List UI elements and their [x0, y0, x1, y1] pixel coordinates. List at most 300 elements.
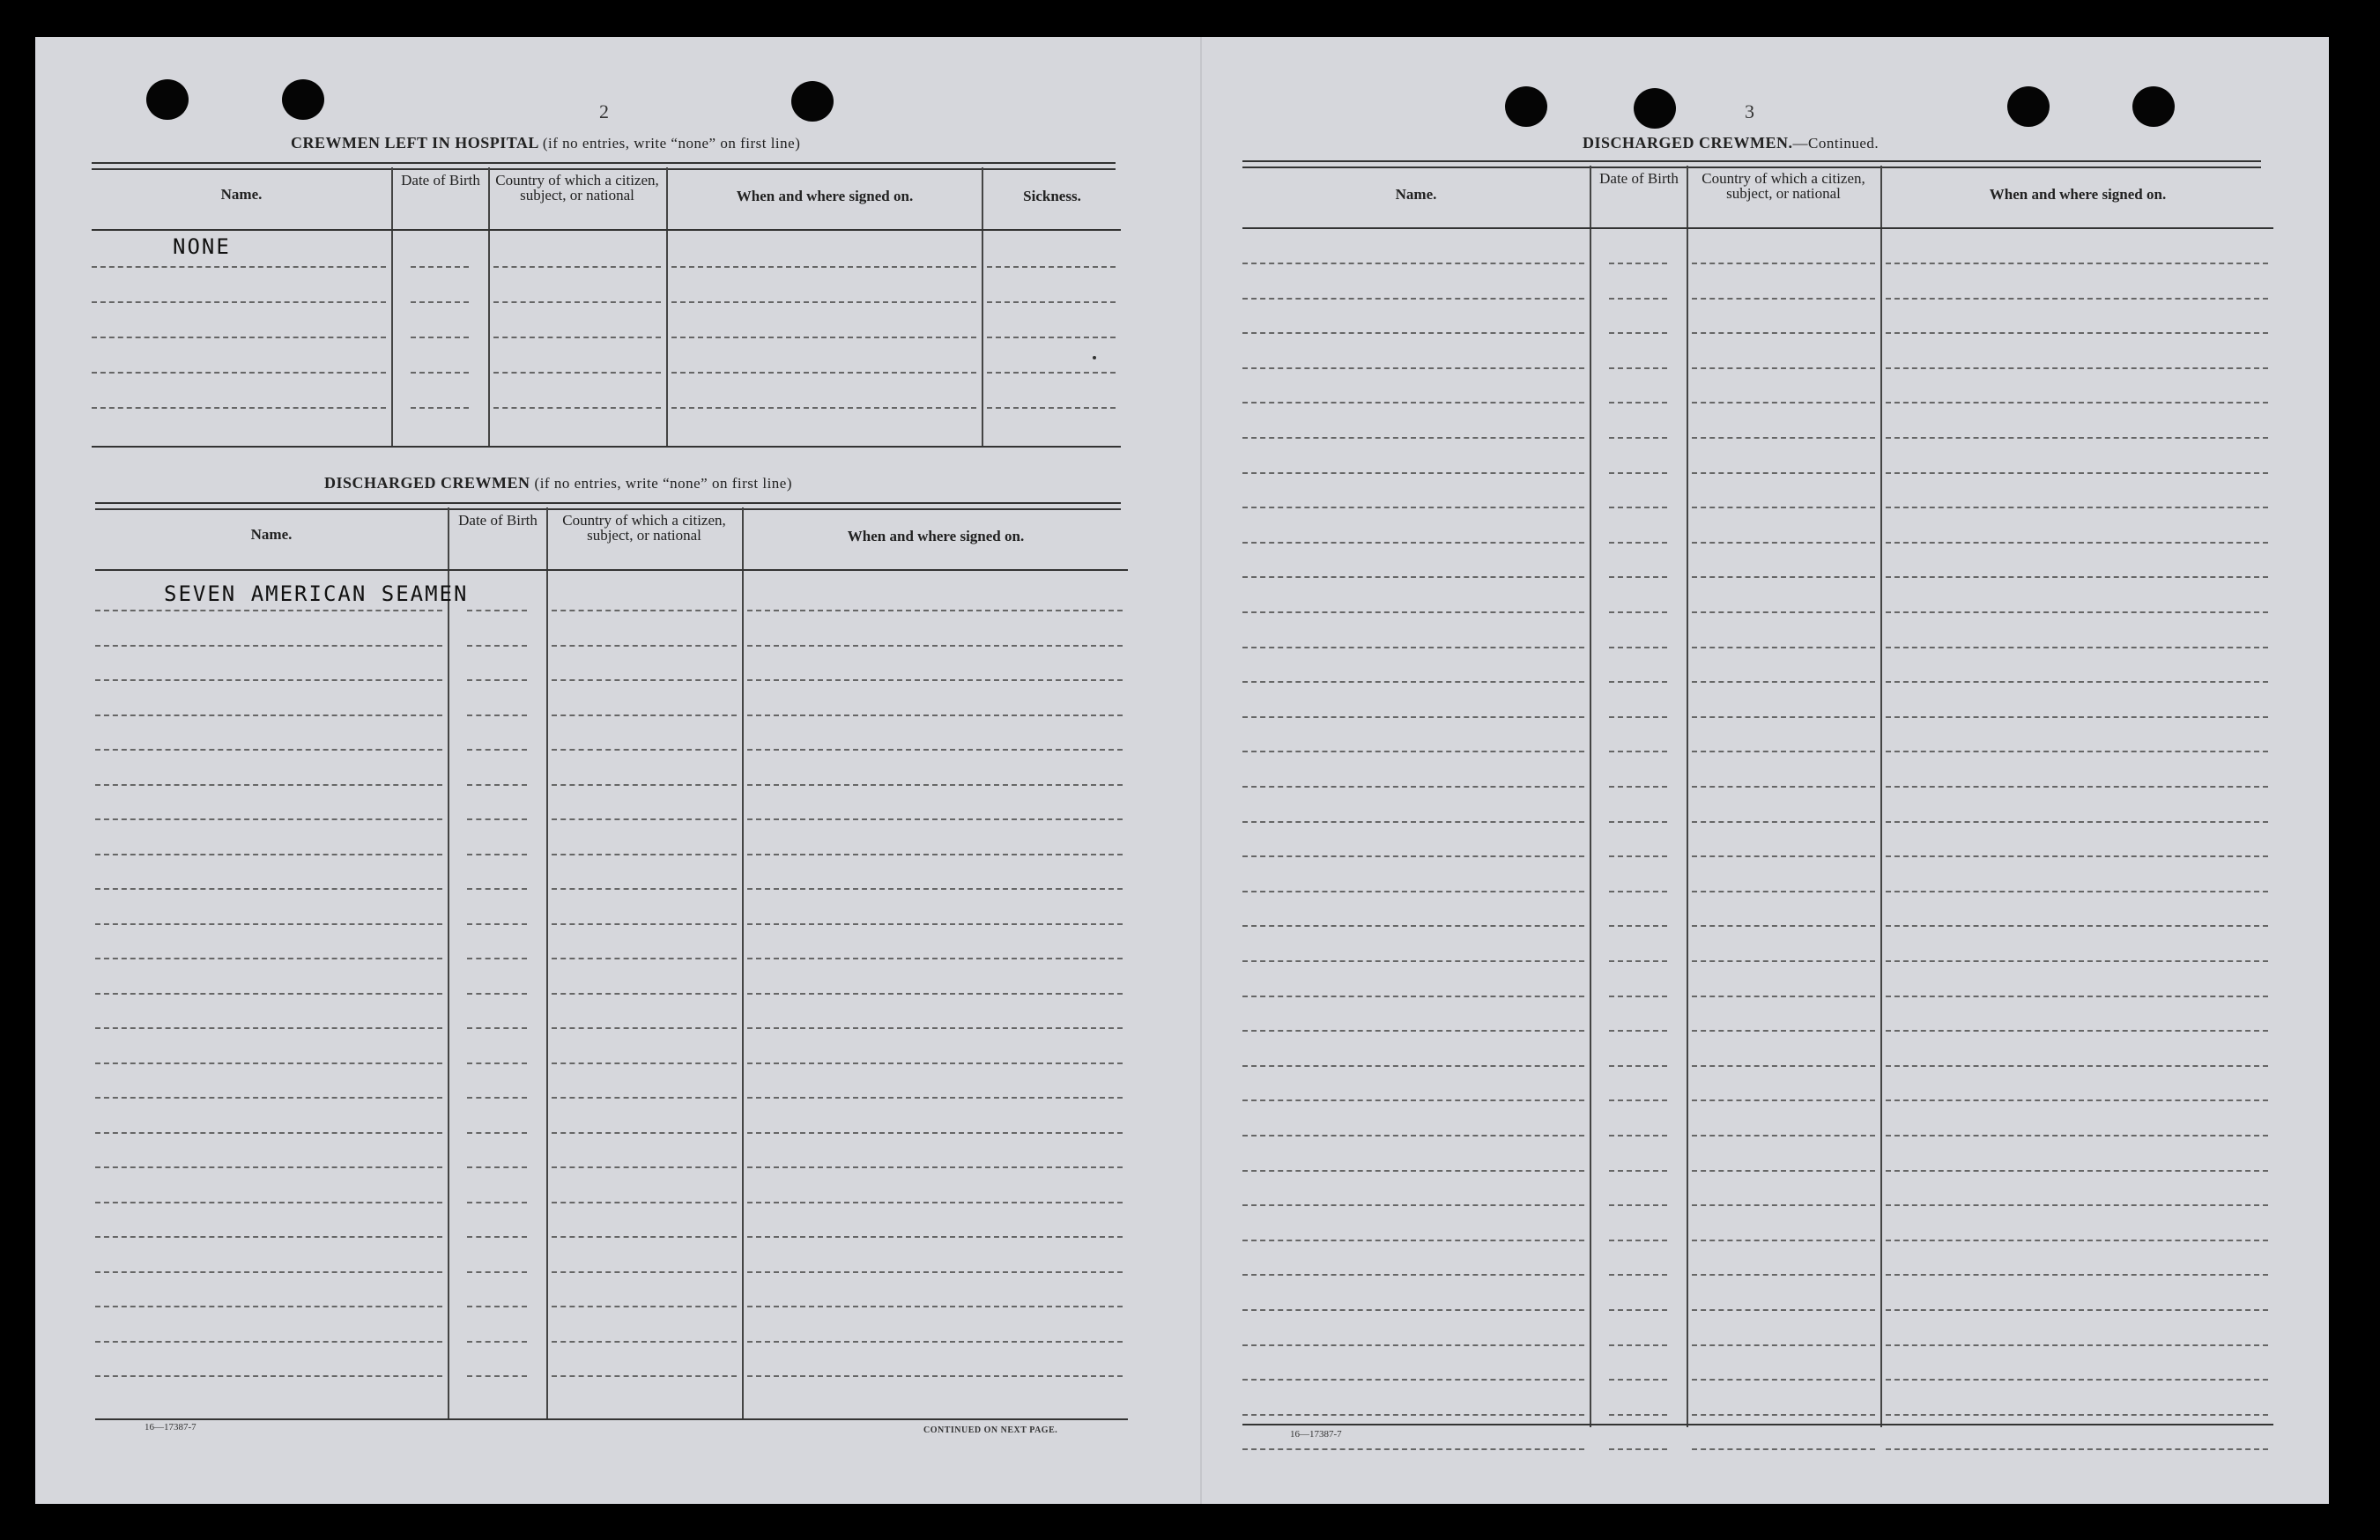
ruled-line — [1886, 716, 2268, 718]
discharged-header-rule — [95, 569, 1128, 571]
ruled-line — [1886, 960, 2268, 962]
punch-hole-icon — [2007, 86, 2050, 127]
ruled-line — [1886, 1135, 2268, 1136]
ruled-line — [1692, 1309, 1875, 1311]
ruled-line — [747, 610, 1123, 611]
hospital-section-title — [291, 134, 800, 152]
ruled-line — [467, 993, 527, 995]
ruled-line — [1692, 1274, 1875, 1276]
ruled-line — [1609, 891, 1667, 892]
ruled-line — [467, 1236, 527, 1238]
ruled-line — [1886, 1170, 2268, 1172]
ruled-line — [1886, 542, 2268, 544]
hospital-col-divider — [488, 167, 490, 448]
ruled-line — [671, 266, 976, 268]
ruled-line — [1609, 332, 1667, 334]
ruled-line — [1609, 1204, 1667, 1206]
ruled-line — [92, 407, 386, 409]
ruled-line — [1886, 507, 2268, 508]
ruled-line — [747, 749, 1123, 751]
ruled-line — [552, 1097, 737, 1099]
discharged-col-divider — [742, 507, 744, 1420]
punch-hole-icon — [146, 79, 189, 120]
ruled-line — [1609, 960, 1667, 962]
ruled-line — [1609, 263, 1667, 264]
ruled-line — [1886, 821, 2268, 823]
ruled-line — [95, 888, 442, 890]
ruled-line — [467, 610, 527, 611]
ruled-line — [1886, 1274, 2268, 1276]
ruled-line — [95, 1097, 442, 1099]
ruled-line — [1242, 1030, 1584, 1032]
ruled-line — [1242, 681, 1584, 683]
ruled-line — [1692, 891, 1875, 892]
ruled-line — [1242, 1065, 1584, 1067]
ruled-line — [1692, 1170, 1875, 1172]
ruled-line — [1886, 1414, 2268, 1416]
ruled-line — [1692, 576, 1875, 578]
ruled-line — [1242, 611, 1584, 613]
discharged-entry: SEVEN AMERICAN SEAMEN — [164, 581, 469, 606]
ruled-line — [1692, 751, 1875, 752]
ruled-line — [493, 266, 661, 268]
ruled-line — [95, 645, 442, 647]
ruled-line — [1692, 647, 1875, 648]
ruled-line — [1886, 332, 2268, 334]
ruled-line — [1886, 576, 2268, 578]
ruled-line — [747, 1027, 1123, 1029]
ruled-line — [95, 610, 442, 611]
ruled-line — [747, 1132, 1123, 1134]
ruled-line — [671, 372, 976, 374]
ruled-line — [747, 679, 1123, 681]
ruled-line — [1242, 1170, 1584, 1172]
ruled-line — [467, 784, 527, 786]
ruled-line — [1692, 298, 1875, 300]
ruled-line — [1692, 437, 1875, 439]
ruled-line — [95, 714, 442, 716]
discharged-title-text: DISCHARGED CREWMEN — [324, 474, 530, 492]
ruled-line — [1242, 716, 1584, 718]
continued-title-suffix: —Continued. — [1792, 135, 1880, 152]
ruled-line — [1242, 647, 1584, 648]
continued-header-signed-on: When and where signed on. — [1989, 186, 2167, 203]
ruled-line — [1692, 1099, 1875, 1101]
ruled-line — [1692, 855, 1875, 857]
ruled-line — [1242, 751, 1584, 752]
ruled-line — [95, 1236, 442, 1238]
continued-header-country: Country of which a citizen, subject, or national — [1702, 170, 1865, 202]
ruled-line — [411, 372, 469, 374]
ruled-line — [552, 714, 737, 716]
ruled-line — [747, 818, 1123, 820]
ruled-line — [552, 888, 737, 890]
hospital-instruction: (if no entries, write “none” on first line) — [542, 135, 801, 152]
ruled-line — [1692, 960, 1875, 962]
ruled-line — [411, 301, 469, 303]
ruled-line — [493, 301, 661, 303]
ruled-line — [467, 958, 527, 959]
ruled-line — [1692, 925, 1875, 927]
ruled-line — [1692, 472, 1875, 474]
ruled-line — [1692, 1065, 1875, 1067]
ruled-line — [987, 372, 1116, 374]
ruled-line — [95, 923, 442, 925]
ruled-line — [747, 854, 1123, 855]
ruled-line — [493, 337, 661, 338]
ruled-line — [1242, 891, 1584, 892]
ruled-line — [1886, 472, 2268, 474]
ruled-line — [1886, 298, 2268, 300]
hospital-header-signed-on: When and where signed on. — [736, 188, 914, 204]
ruled-line — [1242, 925, 1584, 927]
ruled-line — [467, 1271, 527, 1273]
page-fold — [1200, 37, 1202, 1504]
page-number-left: 2 — [599, 100, 609, 122]
ruled-line — [1886, 681, 2268, 683]
ruled-line — [987, 407, 1116, 409]
ruled-line — [1692, 1240, 1875, 1241]
discharged-header-dob: Date of Birth — [458, 512, 538, 529]
ruled-line — [747, 714, 1123, 716]
ruled-line — [747, 993, 1123, 995]
ruled-line — [552, 1375, 737, 1377]
ruled-line — [95, 679, 442, 681]
ruled-line — [92, 372, 386, 374]
ruled-line — [1242, 1240, 1584, 1241]
ruled-line — [1886, 1065, 2268, 1067]
ruled-line — [95, 1375, 442, 1377]
ruled-line — [1886, 402, 2268, 404]
ruled-line — [1692, 1414, 1875, 1416]
ruled-line — [1609, 647, 1667, 648]
hospital-title-text: CREWMEN LEFT IN HOSPITAL — [291, 134, 538, 152]
discharged-table — [95, 507, 1128, 1420]
ruled-line — [1609, 1309, 1667, 1311]
continued-header-rule — [1242, 227, 2273, 229]
hospital-header-dob: Date of Birth — [401, 172, 480, 189]
ruled-line — [1242, 402, 1584, 404]
ruled-line — [1886, 1344, 2268, 1346]
ruled-line — [1609, 751, 1667, 752]
ruled-line — [1609, 472, 1667, 474]
ruled-line — [1242, 786, 1584, 788]
ruled-line — [1242, 332, 1584, 334]
ruled-line — [1609, 1099, 1667, 1101]
ruled-line — [1609, 298, 1667, 300]
ruled-line — [467, 1097, 527, 1099]
ruled-line — [467, 749, 527, 751]
ruled-line — [92, 337, 386, 338]
ruled-line — [1692, 821, 1875, 823]
form-number-right: 16—17387-7 — [1290, 1429, 1342, 1440]
ruled-line — [1242, 1099, 1584, 1101]
ruled-line — [1886, 1309, 2268, 1311]
ruled-line — [1609, 855, 1667, 857]
ruled-line — [1886, 1030, 2268, 1032]
ruled-line — [1609, 507, 1667, 508]
ruled-line — [1886, 891, 2268, 892]
ruled-line — [467, 1132, 527, 1134]
continued-section-title — [1583, 134, 1879, 152]
ruled-line — [552, 1271, 737, 1273]
ruled-line — [987, 266, 1116, 268]
ruled-line — [1609, 1240, 1667, 1241]
ruled-line — [1242, 472, 1584, 474]
ruled-line — [95, 1202, 442, 1203]
hospital-header-name: Name. — [220, 186, 263, 203]
hospital-header-sickness: Sickness. — [1023, 188, 1081, 204]
ruled-line — [1609, 1274, 1667, 1276]
ruled-line — [1242, 1204, 1584, 1206]
ruled-line — [1242, 1379, 1584, 1381]
ruled-line — [1242, 542, 1584, 544]
discharged-section-title — [324, 474, 792, 492]
punch-hole-icon — [791, 81, 834, 122]
ruled-line — [1692, 786, 1875, 788]
ruled-line — [1692, 996, 1875, 997]
ruled-line — [1242, 576, 1584, 578]
ruled-line — [1242, 1309, 1584, 1311]
ruled-line — [1609, 611, 1667, 613]
ruled-line — [467, 1062, 527, 1064]
ruled-line — [747, 1341, 1123, 1343]
ruled-line — [987, 301, 1116, 303]
ruled-line — [1609, 821, 1667, 823]
ruled-line — [1886, 1204, 2268, 1206]
ruled-line — [552, 1166, 737, 1168]
ruled-line — [411, 266, 469, 268]
ruled-line — [552, 1027, 737, 1029]
ruled-line — [1886, 263, 2268, 264]
ruled-line — [552, 958, 737, 959]
ruled-line — [552, 749, 737, 751]
ruled-line — [1609, 1448, 1667, 1450]
ruled-line — [493, 407, 661, 409]
ruled-line — [467, 679, 527, 681]
ruled-line — [1692, 263, 1875, 264]
ruled-line — [747, 1306, 1123, 1307]
ruled-line — [552, 1236, 737, 1238]
ruled-line — [1609, 402, 1667, 404]
ruled-line — [467, 1166, 527, 1168]
ruled-line — [552, 993, 737, 995]
ruled-line — [552, 610, 737, 611]
ruled-line — [1692, 681, 1875, 683]
ruled-line — [467, 818, 527, 820]
ruled-line — [747, 923, 1123, 925]
ruled-line — [987, 337, 1116, 338]
ruled-line — [747, 958, 1123, 959]
ruled-line — [467, 645, 527, 647]
continued-title-text: DISCHARGED CREWMEN. — [1583, 134, 1793, 152]
ruled-line — [1609, 542, 1667, 544]
ruled-line — [95, 1027, 442, 1029]
ruled-line — [671, 337, 976, 338]
ruled-line — [1242, 507, 1584, 508]
ruled-line — [1692, 1030, 1875, 1032]
punch-hole-icon — [1634, 88, 1676, 129]
ruled-line — [411, 407, 469, 409]
hospital-table — [92, 167, 1121, 448]
ruled-line — [747, 1236, 1123, 1238]
ruled-line — [467, 923, 527, 925]
ruled-line — [467, 1202, 527, 1203]
ruled-line — [1692, 611, 1875, 613]
ruled-line — [552, 854, 737, 855]
stray-mark — [1093, 356, 1096, 359]
ruled-line — [1609, 1379, 1667, 1381]
ruled-line — [1242, 996, 1584, 997]
ruled-line — [95, 818, 442, 820]
ruled-line — [95, 1341, 442, 1343]
ruled-line — [1692, 1204, 1875, 1206]
ruled-line — [411, 337, 469, 338]
ruled-line — [95, 958, 442, 959]
ruled-line — [1609, 1344, 1667, 1346]
ruled-line — [92, 301, 386, 303]
ruled-line — [747, 1062, 1123, 1064]
ruled-line — [552, 679, 737, 681]
punch-hole-icon — [282, 79, 324, 120]
ruled-line — [1886, 367, 2268, 369]
ruled-line — [95, 1271, 442, 1273]
ruled-line — [552, 645, 737, 647]
ruled-line — [552, 784, 737, 786]
punch-hole-icon — [1505, 86, 1547, 127]
ruled-line — [747, 1202, 1123, 1203]
ruled-line — [747, 1097, 1123, 1099]
ruled-line — [1609, 1135, 1667, 1136]
ruled-line — [1692, 542, 1875, 544]
continued-note: CONTINUED ON NEXT PAGE. — [923, 1425, 1058, 1435]
continued-col-divider — [1687, 166, 1688, 1427]
ruled-line — [1692, 716, 1875, 718]
ruled-line — [1242, 960, 1584, 962]
ruled-line — [552, 1202, 737, 1203]
ruled-line — [552, 1132, 737, 1134]
ruled-line — [95, 854, 442, 855]
ruled-line — [1242, 1344, 1584, 1346]
page-number-right: 3 — [1745, 100, 1754, 122]
ruled-line — [1609, 925, 1667, 927]
discharged-col-divider — [546, 507, 548, 1420]
ruled-line — [1692, 1344, 1875, 1346]
ruled-line — [467, 1341, 527, 1343]
ruled-line — [467, 888, 527, 890]
ruled-line — [747, 888, 1123, 890]
ruled-line — [95, 1132, 442, 1134]
ruled-line — [747, 784, 1123, 786]
hospital-header-country: Country of which a citizen, subject, or national — [495, 172, 659, 204]
discharged-bottom-rule — [95, 1418, 1128, 1420]
continued-col-divider — [1590, 166, 1591, 1427]
ruled-line — [1609, 576, 1667, 578]
ruled-line — [1886, 751, 2268, 752]
ruled-line — [1692, 1135, 1875, 1136]
hospital-col-divider — [982, 167, 983, 448]
ruled-line — [671, 407, 976, 409]
ruled-line — [747, 1375, 1123, 1377]
ruled-line — [95, 1062, 442, 1064]
continued-header-name: Name. — [1395, 186, 1437, 203]
ruled-line — [1692, 402, 1875, 404]
ruled-line — [1242, 367, 1584, 369]
ruled-line — [1609, 1030, 1667, 1032]
continued-header-dob: Date of Birth — [1599, 170, 1679, 187]
ruled-line — [1886, 925, 2268, 927]
ruled-line — [1692, 1448, 1875, 1450]
ruled-line — [1242, 1414, 1584, 1416]
continued-table — [1242, 166, 2273, 1427]
ruled-line — [1609, 1170, 1667, 1172]
ruled-line — [1242, 1274, 1584, 1276]
ruled-line — [1242, 437, 1584, 439]
ruled-line — [1609, 716, 1667, 718]
punch-hole-icon — [2132, 86, 2175, 127]
ruled-line — [467, 1375, 527, 1377]
continued-bottom-rule — [1242, 1424, 2273, 1425]
ruled-line — [1609, 1065, 1667, 1067]
ruled-line — [95, 749, 442, 751]
hospital-entry: NONE — [173, 234, 231, 259]
ruled-line — [1242, 263, 1584, 264]
ruled-line — [1886, 437, 2268, 439]
ruled-line — [1609, 367, 1667, 369]
ruled-line — [1886, 611, 2268, 613]
ruled-line — [552, 1062, 737, 1064]
ruled-line — [1886, 786, 2268, 788]
ruled-line — [1242, 298, 1584, 300]
ruled-line — [552, 1341, 737, 1343]
ruled-line — [1886, 996, 2268, 997]
hospital-header-rule — [92, 229, 1121, 231]
ruled-line — [1609, 681, 1667, 683]
ruled-line — [92, 266, 386, 268]
ruled-line — [1242, 855, 1584, 857]
ruled-line — [1886, 647, 2268, 648]
form-number-left: 16—17387-7 — [145, 1422, 196, 1433]
ruled-line — [1692, 367, 1875, 369]
ruled-line — [95, 993, 442, 995]
ruled-line — [671, 301, 976, 303]
discharged-header-signed-on: When and where signed on. — [847, 528, 1025, 544]
ruled-line — [1886, 1448, 2268, 1450]
ruled-line — [1609, 996, 1667, 997]
ruled-line — [1242, 821, 1584, 823]
ruled-line — [1886, 1099, 2268, 1101]
ruled-line — [747, 1271, 1123, 1273]
hospital-bottom-rule — [92, 446, 1121, 448]
ruled-line — [493, 372, 661, 374]
discharged-col-divider — [448, 507, 449, 1420]
ruled-line — [552, 818, 737, 820]
ruled-line — [1609, 437, 1667, 439]
ruled-line — [95, 1306, 442, 1307]
ruled-line — [95, 1166, 442, 1168]
ruled-line — [1242, 1448, 1584, 1450]
ruled-line — [1692, 507, 1875, 508]
ruled-line — [467, 854, 527, 855]
ruled-line — [1242, 1135, 1584, 1136]
ruled-line — [1886, 1240, 2268, 1241]
ruled-line — [467, 1027, 527, 1029]
ruled-line — [1692, 1379, 1875, 1381]
ruled-line — [747, 1166, 1123, 1168]
ruled-line — [1886, 1379, 2268, 1381]
hospital-col-divider — [666, 167, 668, 448]
ruled-line — [747, 645, 1123, 647]
